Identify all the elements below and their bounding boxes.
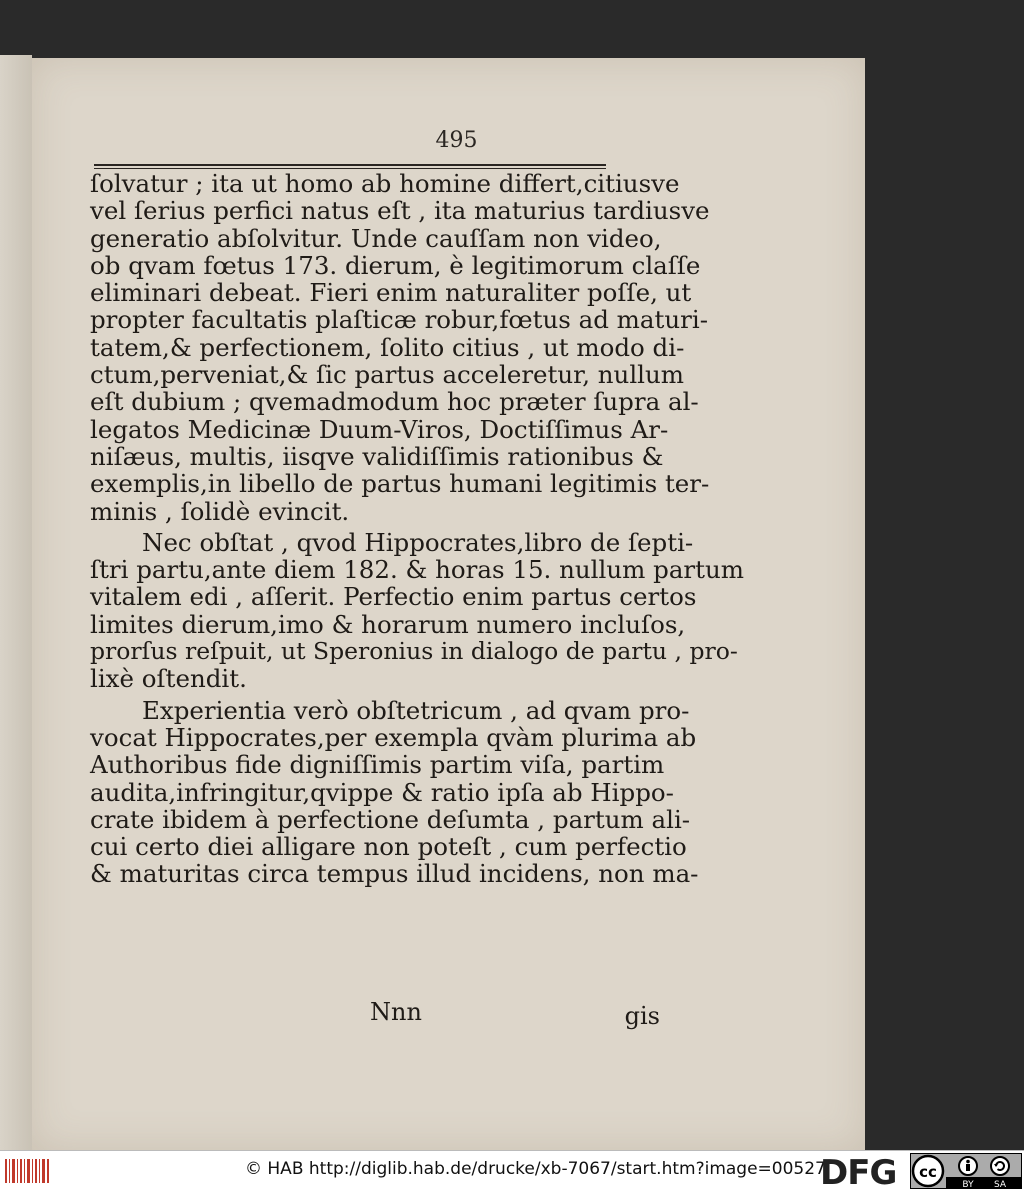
text-line: eliminari debeat. Fieri enim naturaliter poſſe, ut — [90, 278, 692, 308]
text-line: ſolvatur ; ita ut homo ab homine differt,citiusve — [90, 169, 680, 198]
paragraph-start: Nec obſtat , qvod Hippocrates,libro de ſepti- — [142, 527, 694, 557]
text-line: eſt dubium ; qvemadmodum hoc præter ſupra al- — [90, 387, 699, 417]
dfg-logo[interactable] — [818, 1153, 914, 1189]
text-line: exemplis,in libello de partus humani legitimis ter- — [90, 469, 710, 499]
text-line: lixè oſtendit. — [90, 664, 247, 694]
viewer-footer — [0, 1150, 1024, 1191]
text-line: & maturitas circa tempus illud incidens, non ma- — [90, 859, 699, 889]
text-line: tatem,& perfectionem, ſolito citius , ut modo di- — [90, 332, 685, 362]
catchword: gis — [624, 1002, 660, 1030]
book-page — [32, 58, 865, 1150]
text-line: generatio abſolvitur. Unde cauſſam non video, — [90, 223, 662, 253]
text-line: Authoribus fide digniſſimis partim viſa, partim — [90, 750, 665, 780]
header-rule — [94, 164, 606, 166]
page-number: 495 — [435, 128, 478, 153]
dfg-logo-text: DFG — [820, 1153, 897, 1189]
license-sa: SA — [993, 1180, 1007, 1189]
text-line: prorſus reſpuit, ut Speronius in dialogo de partu , pro- — [90, 637, 738, 666]
text-line: niſæus, multis, iisqve validiſſimis rationibus & — [90, 441, 664, 471]
text-line: ctum,perveniat,& ſic partus acceleretur, nullum — [90, 360, 685, 390]
text-line: minis , ſolidè evincit. — [90, 496, 350, 526]
cc-by-sa-icon[interactable] — [910, 1153, 1022, 1189]
body-text — [90, 169, 744, 889]
text-line: legatos Medicinæ Duum-Viros, Doctiſſimus Ar- — [90, 414, 669, 444]
copyright-link[interactable]: © HAB http://diglib.hab.de/drucke/xb-7067/start.htm?image=00527 — [245, 1159, 826, 1179]
license-by: BY — [962, 1180, 974, 1189]
text-line: propter facultatis plaſticæ robur,fœtus ad maturi- — [90, 305, 708, 335]
text-line: limites dierum,imo & horarum numero incluſos, — [90, 609, 686, 639]
signature-mark: Nnn — [370, 998, 422, 1026]
text-line: cui certo diei alligare non poteſt , cum perfectio — [90, 832, 687, 862]
text-line: vocat Hippocrates,per exempla qvàm plurima ab — [90, 722, 697, 752]
text-line: vitalem edi , aſſerit. Perfectio enim partus certos — [90, 582, 697, 612]
adjacent-page-edge — [0, 55, 32, 1150]
text-line: vel ſerius perfici natus eſt , ita maturius tardiusve — [90, 196, 710, 226]
barcode-icon — [4, 1157, 50, 1185]
paragraph-start: Experientia verò obſtetricum , ad qvam pro- — [142, 695, 690, 725]
text-line: ob qvam fœtus 173. dierum, è legitimorum claſſe — [90, 250, 701, 280]
page-foot — [90, 998, 660, 1028]
text-line: crate ibidem à perfectione deſumta , partum ali- — [90, 804, 691, 834]
svg-text:cc: cc — [919, 1163, 937, 1181]
text-line: audita,infringitur,qvippe & ratio ipſa ab Hippo- — [90, 777, 674, 807]
text-line: ſtri partu,ante diem 182. & horas 15. nullum partum — [90, 555, 744, 585]
